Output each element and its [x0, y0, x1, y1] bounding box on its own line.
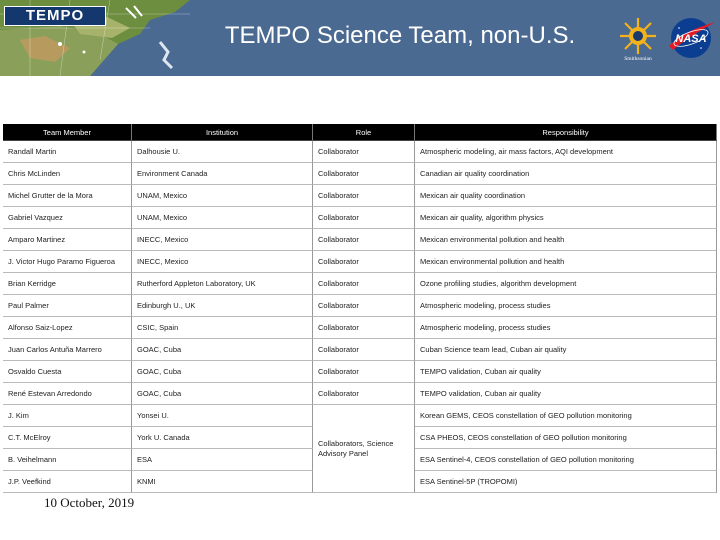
team-member-cell: Brian Kerridge [3, 273, 132, 295]
nasa-wordmark: NASA [675, 33, 707, 45]
responsibility-cell: Mexican air quality, algorithm physics [415, 207, 717, 229]
smithsonian-sun-icon [616, 16, 660, 62]
institution-cell: GOAC, Cuba [132, 383, 313, 405]
role-cell: Collaborator [313, 273, 415, 295]
smithsonian-caption: Smithsonian [624, 56, 652, 62]
footer-date: 10 October, 2019 [44, 495, 135, 510]
institution-cell: York U. Canada [132, 427, 313, 449]
responsibility-cell: Atmospheric modeling, air mass factors, AQI development [415, 141, 717, 163]
institution-cell: UNAM, Mexico [132, 207, 313, 229]
institution-cell: Yonsei U. [132, 405, 313, 427]
team-member-cell: Alfonso Saiz-Lopez [3, 317, 132, 339]
institution-cell: KNMI [132, 471, 313, 493]
role-cell: Collaborator [313, 207, 415, 229]
team-member-cell: C.T. McElroy [3, 427, 132, 449]
table-row [3, 317, 717, 339]
table-row [3, 229, 717, 251]
table-row [3, 295, 717, 317]
team-member-cell: Juan Carlos Antuña Marrero [3, 339, 132, 361]
table-header-row [3, 124, 717, 141]
responsibility-cell: CSA PHEOS, CEOS constellation of GEO pollution monitoring [415, 427, 717, 449]
responsibility-cell: TEMPO validation, Cuban air quality [415, 383, 717, 405]
role-cell: Collaborator [313, 383, 415, 405]
table-row [3, 141, 717, 163]
table-row [3, 163, 717, 185]
institution-cell: Environment Canada [132, 163, 313, 185]
column-header-institution: Institution [132, 124, 313, 141]
role-cell: Collaborator [313, 339, 415, 361]
page-title: TEMPO Science Team, non-U.S. [224, 22, 576, 49]
table-row [3, 251, 717, 273]
role-cell: Collaborator [313, 163, 415, 185]
responsibility-cell: Canadian air quality coordination [415, 163, 717, 185]
team-member-cell: B. Veihelmann [3, 449, 132, 471]
table-row [3, 339, 717, 361]
role-cell: Collaborator [313, 229, 415, 251]
team-member-cell: J. Kim [3, 405, 132, 427]
team-member-cell: René Estevan Arredondo [3, 383, 132, 405]
responsibility-cell: Mexican environmental pollution and health [415, 229, 717, 251]
institution-cell: GOAC, Cuba [132, 339, 313, 361]
team-member-cell: Amparo Martinez [3, 229, 132, 251]
team-member-cell: Chris McLinden [3, 163, 132, 185]
nasa-meatball-icon [665, 16, 717, 60]
institution-cell: GOAC, Cuba [132, 361, 313, 383]
responsibility-cell: Atmospheric modeling, process studies [415, 295, 717, 317]
team-member-cell: J. Victor Hugo Paramo Figueroa [3, 251, 132, 273]
responsibility-cell: ESA Sentinel-5P (TROPOMI) [415, 471, 717, 493]
team-member-cell: Paul Palmer [3, 295, 132, 317]
table-row [3, 383, 717, 405]
role-cell: Collaborator [313, 251, 415, 273]
team-member-cell: Randall Martin [3, 141, 132, 163]
team-member-cell: Osvaldo Cuesta [3, 361, 132, 383]
table-row [3, 207, 717, 229]
responsibility-cell: Ozone profiling studies, algorithm development [415, 273, 717, 295]
institution-cell: INECC, Mexico [132, 251, 313, 273]
institution-cell: UNAM, Mexico [132, 185, 313, 207]
institution-cell: Edinburgh U., UK [132, 295, 313, 317]
role-cell: Collaborator [313, 295, 415, 317]
science-team-table [3, 124, 717, 493]
column-header-role: Role [313, 124, 415, 141]
role-cell: Collaborator [313, 141, 415, 163]
column-header-team-member: Team Member [3, 124, 132, 141]
table-row [3, 273, 717, 295]
institution-cell: ESA [132, 449, 313, 471]
table-row [3, 361, 717, 383]
header-banner [0, 0, 720, 76]
team-member-cell: Michel Grutter de la Mora [3, 185, 132, 207]
responsibility-cell: Cuban Science team lead, Cuban air quality [415, 339, 717, 361]
team-member-cell: Gabriel Vazquez [3, 207, 132, 229]
table-row [3, 405, 717, 427]
advisory-role-cell: Collaborators, Science Advisory Panel [313, 405, 415, 493]
role-cell: Collaborator [313, 185, 415, 207]
table-row [3, 185, 717, 207]
tempo-logo: TEMPO [4, 6, 106, 26]
institution-cell: CSIC, Spain [132, 317, 313, 339]
team-member-cell: J.P. Veefkind [3, 471, 132, 493]
responsibility-cell: Mexican air quality coordination [415, 185, 717, 207]
responsibility-cell: Atmospheric modeling, process studies [415, 317, 717, 339]
institution-cell: Rutherford Appleton Laboratory, UK [132, 273, 313, 295]
institution-cell: Dalhousie U. [132, 141, 313, 163]
role-cell: Collaborator [313, 317, 415, 339]
institution-cell: INECC, Mexico [132, 229, 313, 251]
column-header-responsibility: Responsibility [415, 124, 717, 141]
role-cell: Collaborator [313, 361, 415, 383]
responsibility-cell: Korean GEMS, CEOS constellation of GEO pollution monitoring [415, 405, 717, 427]
responsibility-cell: ESA Sentinel-4, CEOS constellation of GEO pollution monitoring [415, 449, 717, 471]
responsibility-cell: Mexican environmental pollution and health [415, 251, 717, 273]
responsibility-cell: TEMPO validation, Cuban air quality [415, 361, 717, 383]
